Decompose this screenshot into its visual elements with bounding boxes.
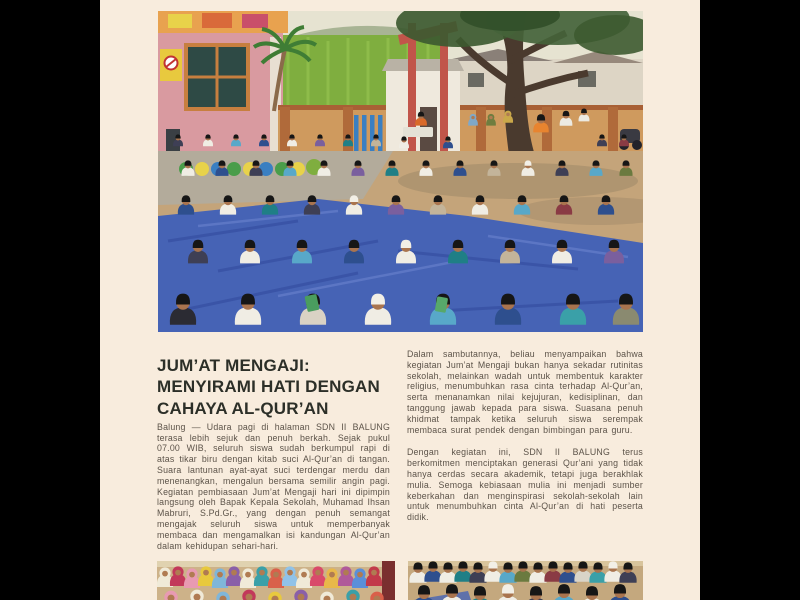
- title-line-3: CAHAYA AL-QUR’AN: [157, 398, 329, 418]
- photo-boys-caps: [408, 561, 643, 600]
- article-title: [157, 355, 390, 419]
- article-columns: [157, 349, 643, 551]
- newsletter-page: [100, 0, 700, 600]
- paragraph-lead: Balung — Udara pagi di halaman SDN II BALUNG terasa lebih sejuk dan penuh berkah. Sejak pukul 07.00 WIB, seluruh siswa sudah berkumpul rapi di atas tikar biru dengan kitab suci Al-Qur’an di tangan. Suara lantunan ayat-ayat suci terdengar merdu dan menenangkan, mengalun bersama semilir angin pagi. Kegiatan pembiasaan Jum’at Mengaji hari ini dipimpin langsung oleh Bapak Kepala Sekolah, Muhamad Ihsan Mabruri, S.Pd.Gr., yang dengan penuh semangat mengajak seluruh siswa untuk memperbanyak membaca dan mengamalkan isi kandungan Al-Qur’an dalam kehidupan sehari-hari.: [157, 421, 390, 551]
- bottom-photos-row: [157, 561, 643, 600]
- paragraph-speech: Dalam sambutannya, beliau menyampaikan bahwa kegiatan Jum’at Mengaji bukan hanya sekadar rutinitas sekolah, melainkan wadah untuk membentuk karakter religius, menumbuhkan rasa cinta terhadap Al-Qur’an, serta menanamkan nilai kejujuran, kedisiplinan, dan tanggung jawab kepada para siswa. Suasana penuh khidmat tampak ketika seluruh siswa serempak membaca surat pendek dengan bimbingan para guru.: [407, 349, 643, 435]
- title-line-2: MENYIRAMI HATI DENGAN: [157, 377, 380, 397]
- paragraph-closing: Dengan kegiatan ini, SDN II BALUNG terus berkomitmen menciptakan generasi Qur’ani yang tidak hanya cerdas secara akademik, tetapi juga berakhlak mulia. Semoga kebiasaan mulia ini menjadi sumber keberkahan dan menginspirasi sekolah-sekolah lain untuk menumbuhkan cinta Al-Qur’an di hati peserta didik.: [407, 447, 643, 523]
- photo-jumat-mengaji-main: [158, 11, 643, 332]
- photo-main-illustration: [158, 11, 643, 332]
- photo-girls-illustration: [157, 561, 395, 600]
- photo-girls-hijab: [157, 561, 395, 600]
- article-right-column: [407, 349, 643, 523]
- photo-boys-illustration: [408, 561, 643, 600]
- article-left-column: [157, 349, 390, 551]
- title-line-1: JUM’AT MENGAJI:: [157, 356, 310, 375]
